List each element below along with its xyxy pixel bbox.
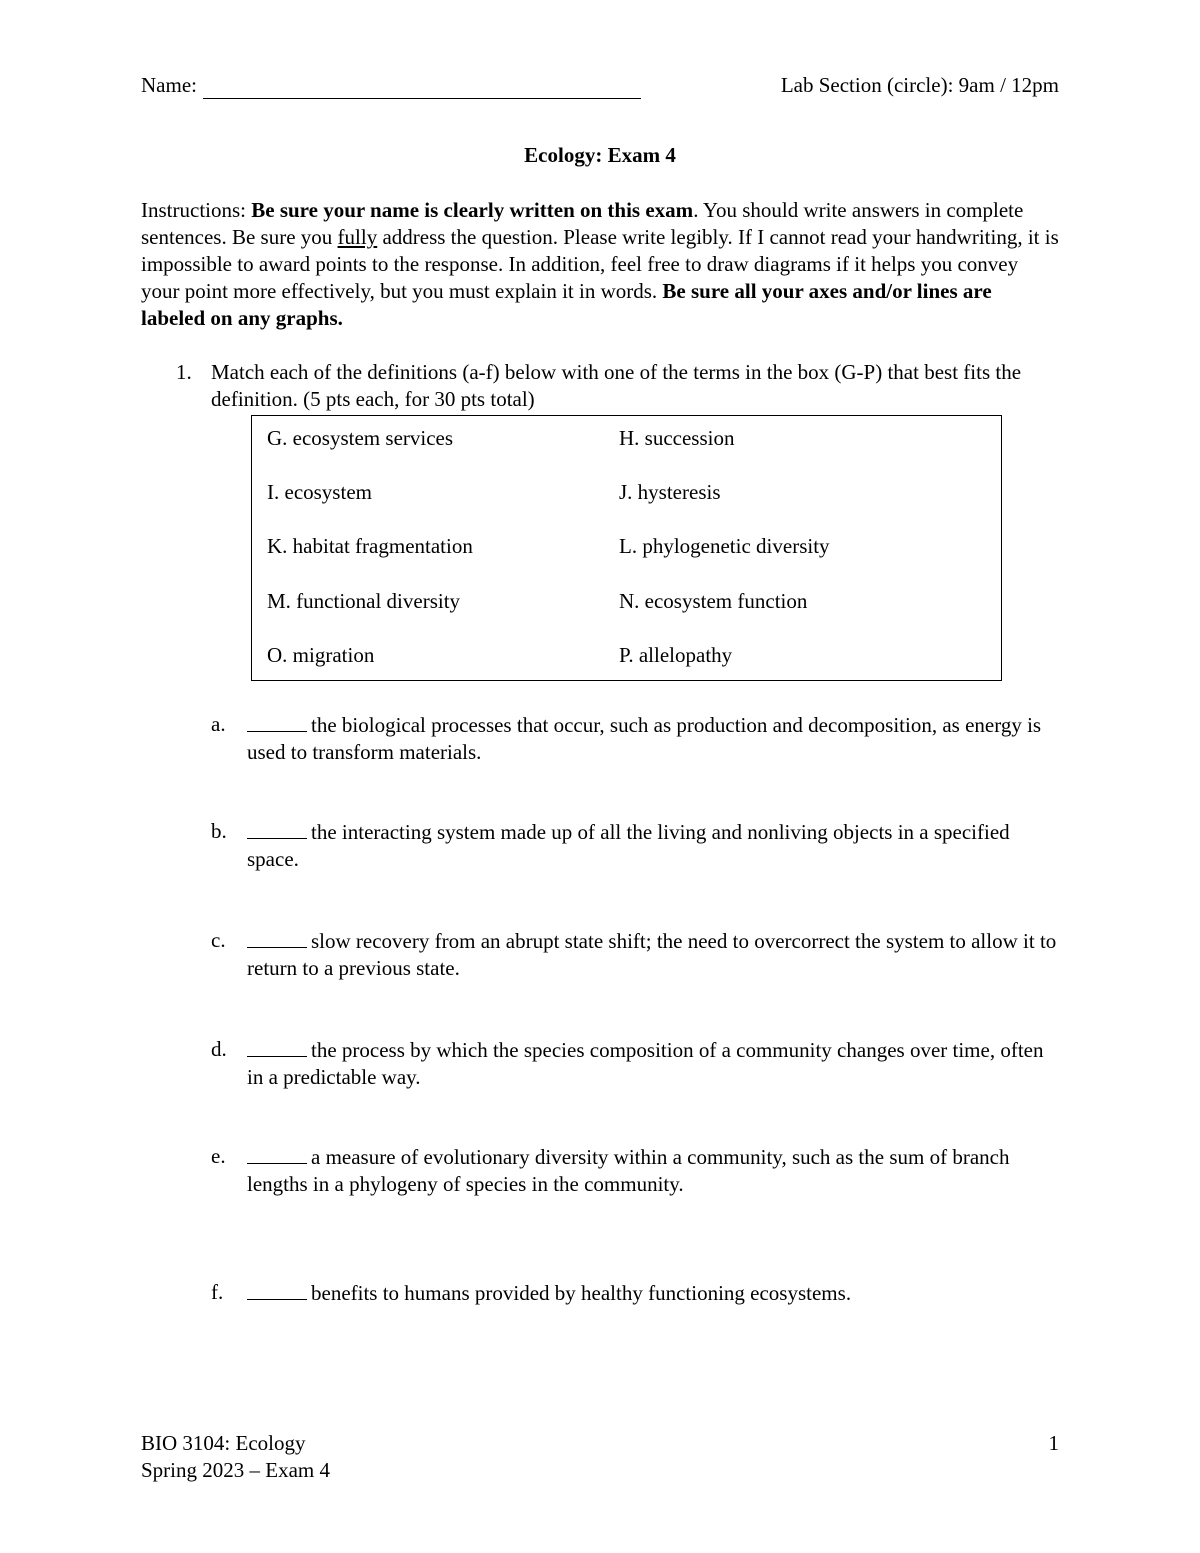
item-f: [247, 1279, 1062, 1307]
term-k: K. habitat fragmentation: [267, 534, 473, 558]
question-number: 1.: [176, 360, 192, 384]
item-a-letter: a.: [211, 712, 226, 736]
instructions-bold-name: Be sure your name is clearly written on this exam: [251, 198, 694, 222]
name-label: Name:: [141, 73, 197, 97]
item-d-text: the process by which the species composition of a community changes over time, often in a predictable way.: [247, 1038, 1044, 1089]
instructions-bold-axes: Be sure all your axes and/or lines are labeled on any graphs.: [141, 279, 992, 330]
instructions-text-1: . You should write answers in complete sentences. Be sure you: [141, 198, 1024, 249]
instructions-text-2: address the question. Please write legibly. If I cannot read your handwriting, it is impossible to award points to the response. In addition, feel free to draw diagrams if it helps you convey your point more effectively, but you must explain it in words.: [141, 225, 1059, 303]
term-l: L. phylogenetic diversity: [619, 534, 830, 558]
item-a-text: the biological processes that occur, such as production and decomposition, as energy is used to transform materials.: [247, 713, 1042, 764]
term-m: M. functional diversity: [267, 589, 461, 613]
name-blank-line[interactable]: [203, 76, 641, 99]
term-i: I. ecosystem: [267, 480, 372, 504]
item-c: [247, 927, 1062, 982]
item-a: [247, 711, 1062, 766]
term-p: P. allelopathy: [619, 643, 733, 667]
answer-blank-b[interactable]: [247, 818, 307, 839]
item-e-letter: e.: [211, 1144, 226, 1168]
page-title: Ecology: Exam 4: [524, 143, 676, 167]
term-n: N. ecosystem function: [619, 589, 808, 613]
term-g: G. ecosystem services: [267, 426, 454, 450]
question-text: Match each of the definitions (a-f) below with one of the terms in the box (G-P) that best fits the definition. (5 pts each, for 30 pts total): [211, 360, 1022, 411]
footer-course: BIO 3104: Ecology: [141, 1431, 306, 1455]
instructions-lead: Instructions:: [141, 198, 246, 222]
item-b-letter: b.: [211, 819, 227, 843]
item-f-text: benefits to humans provided by healthy functioning ecosystems.: [311, 1281, 852, 1305]
answer-blank-f[interactable]: [247, 1279, 307, 1300]
item-e-text: a measure of evolutionary diversity within a community, such as the sum of branch lengths in a phylogeny of species in the community.: [247, 1145, 1010, 1196]
item-d: [247, 1036, 1062, 1091]
item-e: [247, 1143, 1062, 1198]
item-d-letter: d.: [211, 1037, 227, 1061]
instructions-paragraph: [141, 197, 1061, 332]
term-h: H. succession: [619, 426, 735, 450]
item-f-letter: f.: [211, 1280, 224, 1304]
item-b-text: the interacting system made up of all the living and nonliving objects in a specified space.: [247, 820, 1010, 871]
item-c-letter: c.: [211, 928, 226, 952]
answer-blank-d[interactable]: [247, 1036, 307, 1057]
answer-blank-e[interactable]: [247, 1143, 307, 1164]
terms-box: [251, 415, 1002, 681]
term-o: O. migration: [267, 643, 375, 667]
instructions-underlined-word: fully: [337, 225, 378, 249]
name-field-row: [141, 72, 641, 99]
footer-info: [141, 1430, 330, 1484]
item-b: [247, 818, 1062, 873]
lab-section-label: Lab Section (circle): 9am / 12pm: [780, 73, 1059, 97]
term-j: J. hysteresis: [619, 480, 721, 504]
footer-term: Spring 2023 – Exam 4: [141, 1458, 330, 1482]
page-number: 1: [1048, 1431, 1059, 1455]
item-c-text: slow recovery from an abrupt state shift; the need to overcorrect the system to allow it to return to a previous state.: [247, 929, 1057, 980]
answer-blank-c[interactable]: [247, 927, 307, 948]
answer-blank-a[interactable]: [247, 711, 307, 732]
